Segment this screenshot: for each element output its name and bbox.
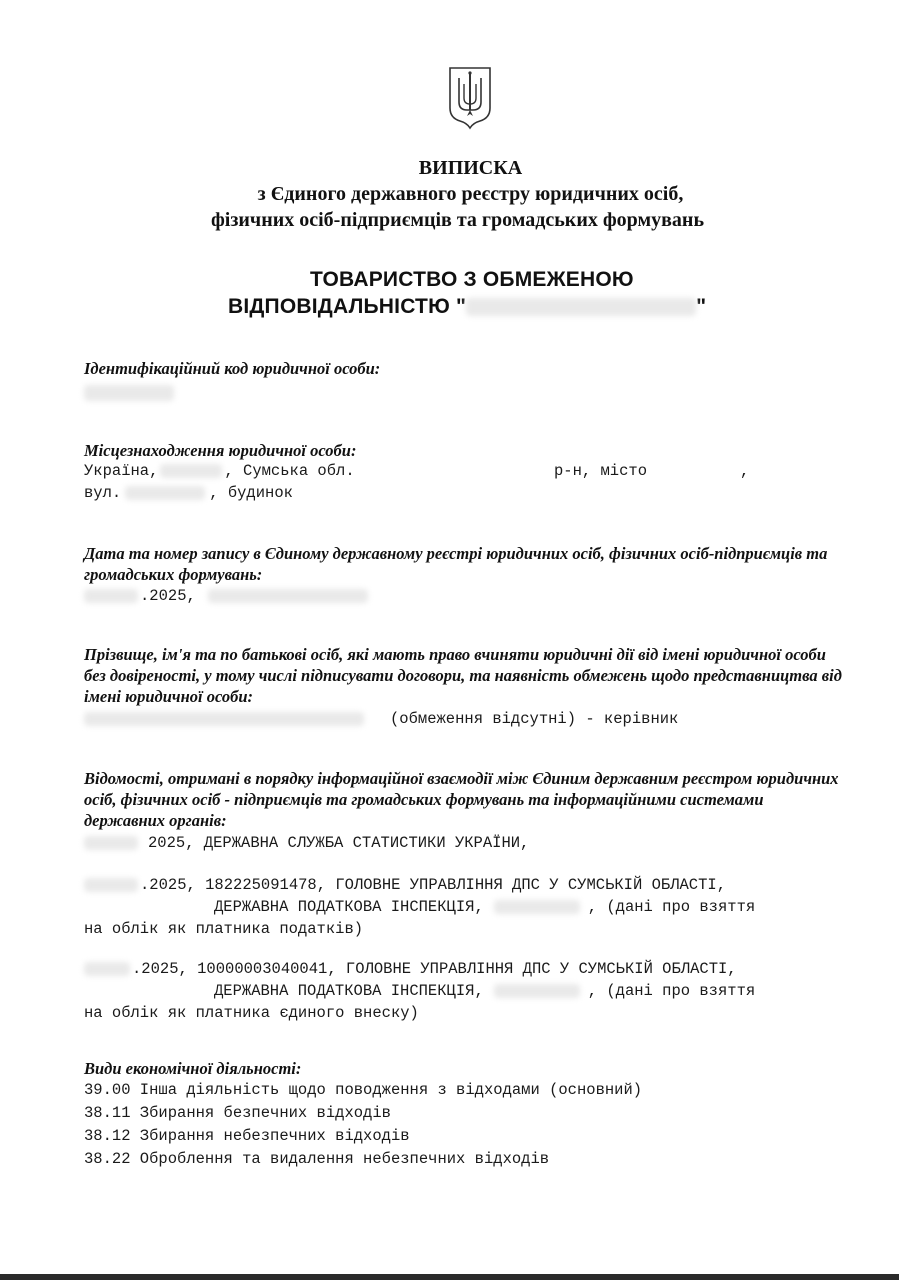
state-info-entry-esv-line3: на облік як платника єдиного внеску) [84, 1004, 419, 1022]
redacted-tax-office [494, 984, 580, 998]
economic-activity-item: 38.12 Збирання небезпечних відходів [84, 1127, 410, 1145]
redacted-tax-office [494, 900, 580, 914]
authorized-persons-value: (обмеження відсутні) - керівник [84, 708, 678, 730]
identification-code-value [84, 382, 174, 404]
redacted-date [84, 962, 130, 976]
state-info-entry-statistics: 2025, ДЕРЖАВНА СЛУЖБА СТАТИСТИКИ УКРАЇНИ, [84, 832, 529, 854]
redacted-registration-date [84, 589, 138, 603]
company-name-suffix: " [696, 295, 707, 318]
economic-activity-item: 38.11 Збирання безпечних відходів [84, 1104, 391, 1122]
document-subtitle-line2: фізичних осіб-підприємців та громадських формувань [210, 209, 705, 231]
location-label: Місцезнаходження юридичної особи: [84, 441, 357, 460]
location-line2: вул. , будинок [84, 484, 293, 502]
state-info-entry-tax-line1: .2025, 182225091478, ГОЛОВНЕ УПРАВЛІННЯ ДПС У СУМСЬКІЙ ОБЛАСТІ, [84, 874, 726, 896]
redacted-company-name [466, 298, 696, 316]
redacted-registration-number [208, 589, 368, 603]
company-name-line2 [228, 295, 706, 319]
redacted-identification-code [84, 385, 174, 401]
authorized-persons-label: Прізвище, ім'я та по батькові осіб, які мають право вчиняти юридичні дії від імені юридичної особи без довіреності, у тому числі підписувати договори, та наявність обмежень щодо представництва від імені юридичної особи: [84, 645, 842, 706]
coat-of-arms-icon [447, 66, 493, 130]
document-title: ВИПИСКА [418, 157, 523, 179]
company-name-prefix: ВІДПОВІДАЛЬНІСТЮ " [228, 295, 467, 318]
location-comma: , [740, 462, 750, 480]
economic-activity-item: 38.22 Оброблення та видалення небезпечних відходів [84, 1150, 550, 1168]
redacted-date [84, 836, 138, 850]
location-line1: Україна, , Сумська обл. [84, 462, 355, 480]
redacted-date [84, 878, 138, 892]
page-bottom-edge [0, 1274, 899, 1280]
state-info-label: Відомості, отримані в порядку інформаційної взаємодії між Єдиним державним реєстром юридичних осіб, фізичних осіб - підприємців та громадських формувань та інформаційними системами державних органів: [84, 769, 839, 830]
state-info-entry-esv-line1: .2025, 10000003040041, ГОЛОВНЕ УПРАВЛІННЯ ДПС У СУМСЬКІЙ ОБЛАСТІ, [84, 958, 737, 980]
registration-record-label: Дата та номер запису в Єдиному державному реєстрі юридичних осіб, фізичних осіб-підприємців та громадських формувань: [84, 544, 828, 584]
economic-activity-item: 39.00 Інша діяльність щодо поводження з відходами (основний) [84, 1081, 643, 1099]
state-info-entry-tax-line2: ДЕРЖАВНА ПОДАТКОВА ІНСПЕКЦІЯ, , (дані про взяття [214, 898, 756, 916]
document-title-block [0, 155, 899, 233]
economic-activities-label: Види економічної діяльності: [84, 1059, 302, 1078]
location-district: р-н, місто [554, 462, 648, 480]
state-info-entry-esv-line2: ДЕРЖАВНА ПОДАТКОВА ІНСПЕКЦІЯ, , (дані про взяття [214, 982, 756, 1000]
company-name-line1: ТОВАРИСТВО З ОБМЕЖЕНОЮ [310, 268, 634, 291]
identification-code-label: Ідентифікаційний код юридичної особи: [84, 359, 381, 378]
document-subtitle-line1: з Єдиного державного реєстру юридичних осіб, [257, 183, 684, 205]
redacted-street [125, 486, 205, 500]
registration-record-value: .2025, [84, 585, 368, 607]
redacted-director-name [84, 712, 364, 726]
redacted-locality [160, 464, 222, 478]
state-info-entry-tax-line3: на облік як платника податків) [84, 920, 364, 938]
